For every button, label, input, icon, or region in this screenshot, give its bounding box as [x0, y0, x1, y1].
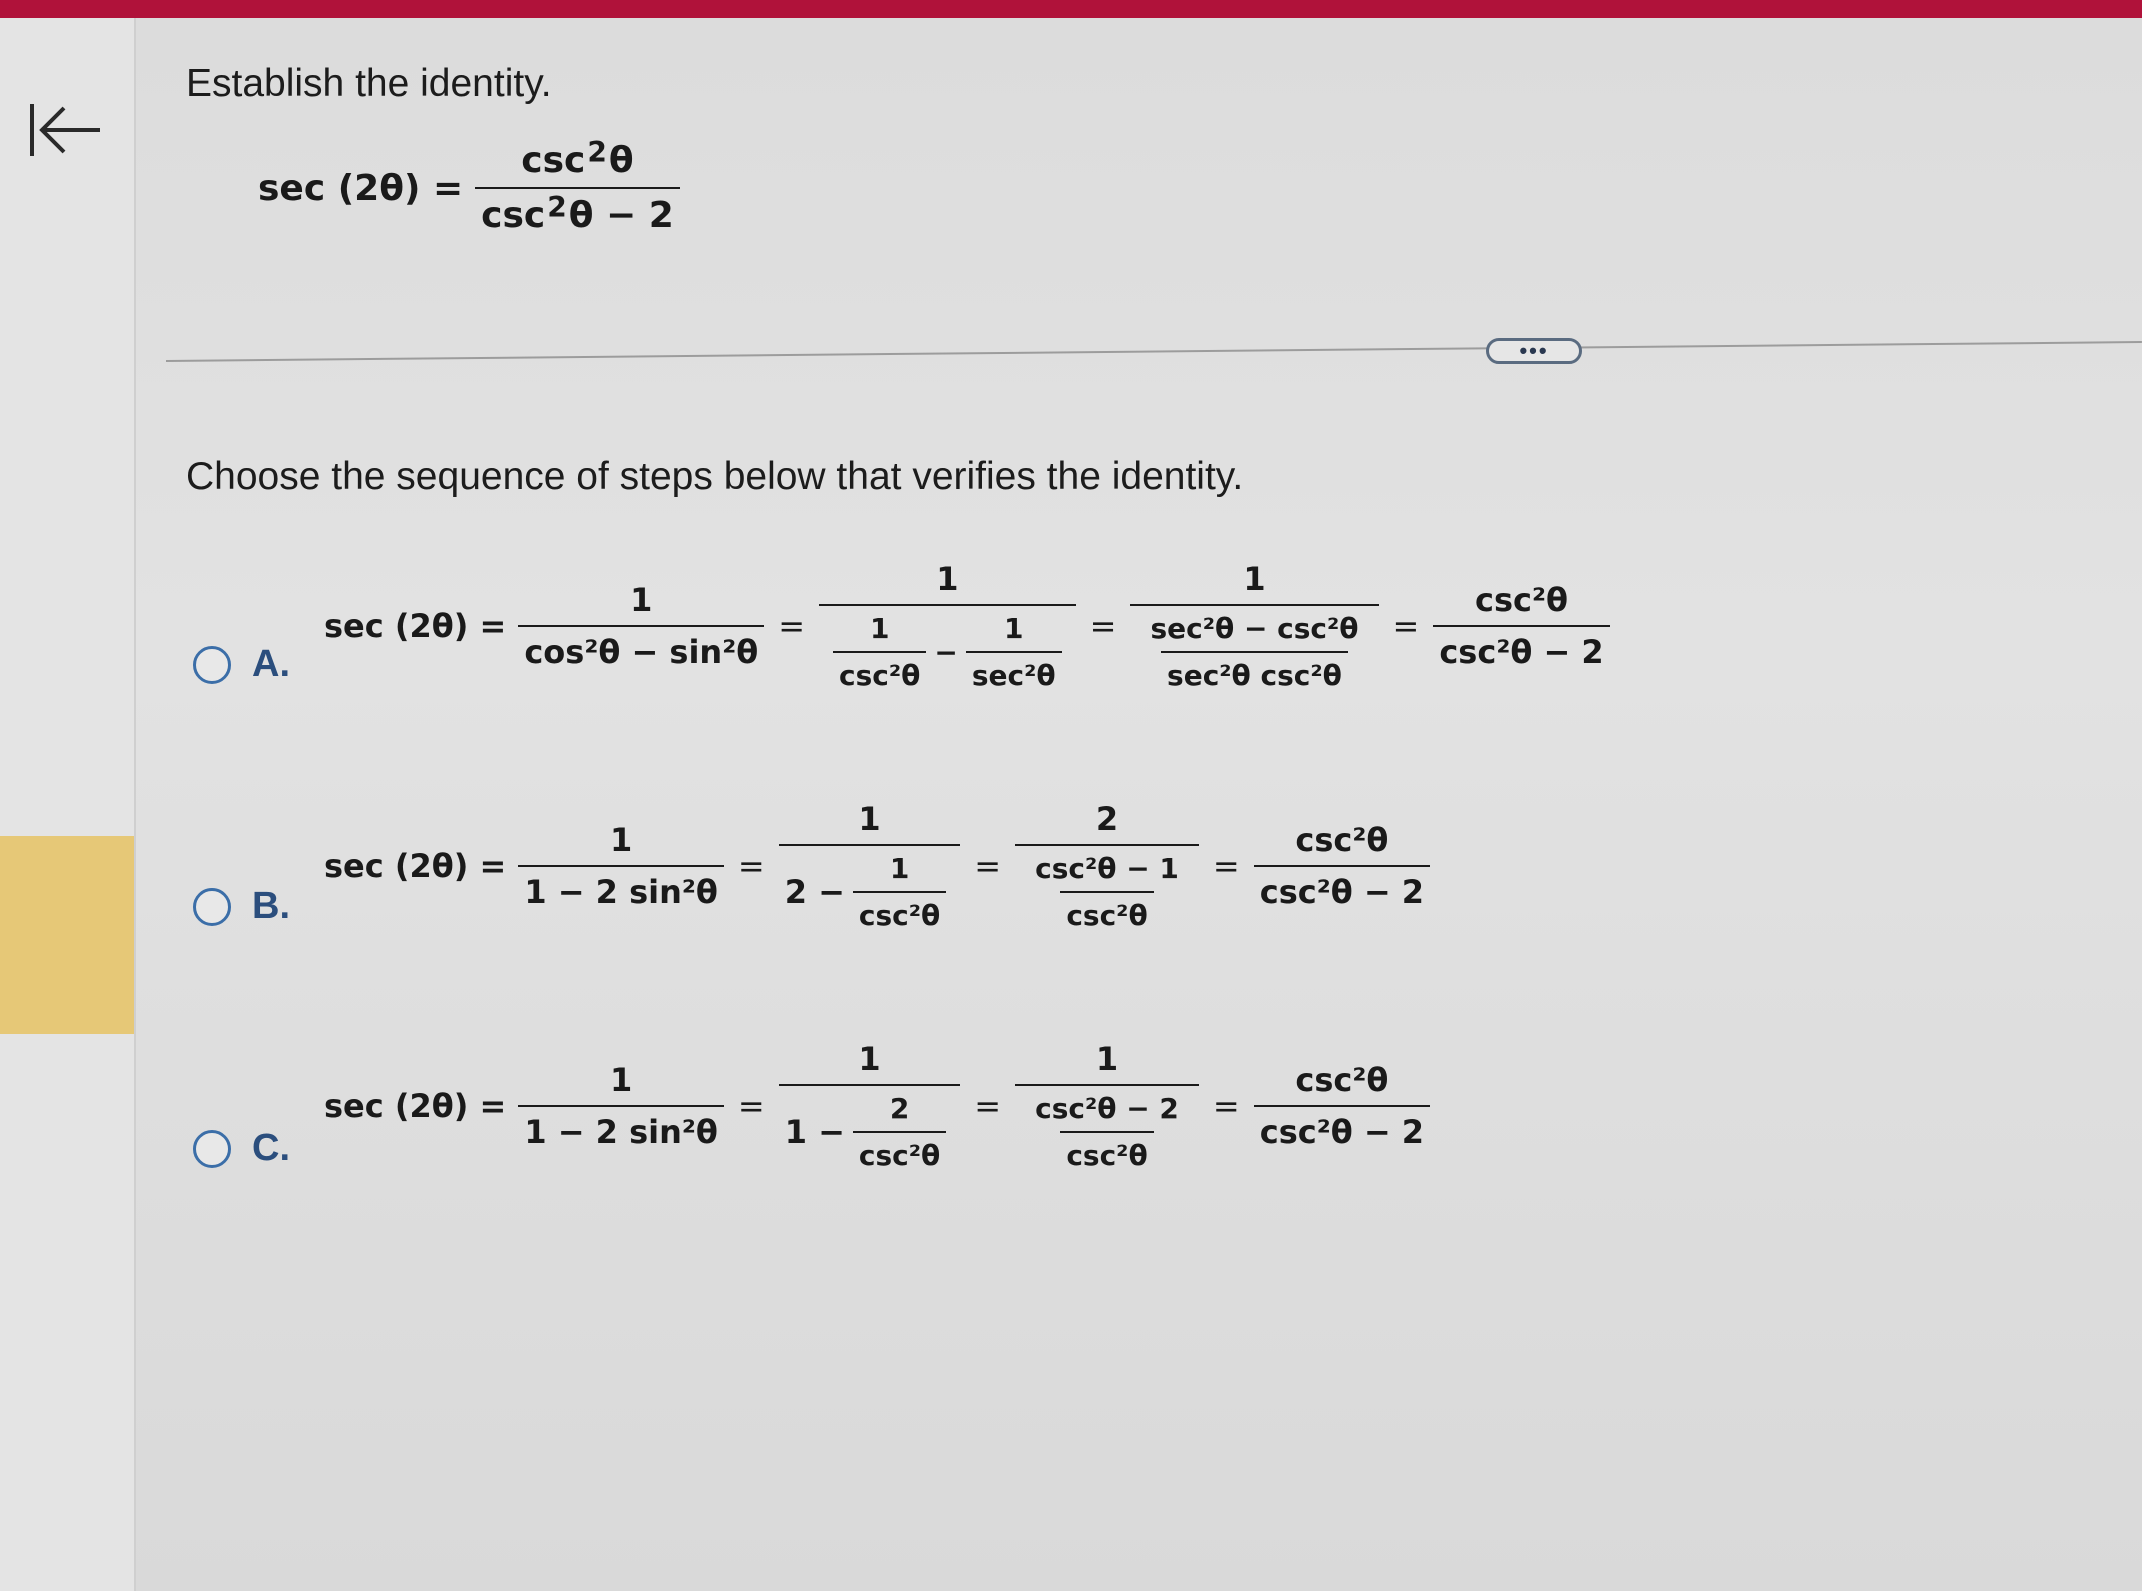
fraction-numerator: 1 — [858, 800, 881, 838]
option-a-step1 — [518, 581, 764, 671]
more-button[interactable]: ••• — [1486, 338, 1582, 364]
fraction-numerator: csc²θ — [1295, 1061, 1389, 1099]
option-b-label: B. — [252, 885, 290, 927]
fraction-denominator: $\frac{1}{\text{csc²θ}}$ − $\frac{1}{\text{sec²θ}}$ — [819, 604, 1076, 692]
equals-sign: = — [737, 1087, 765, 1125]
identity-lhs: sec (2θ) = — [258, 167, 464, 209]
option-c-label: C. — [252, 1127, 290, 1169]
identity-denominator: $\csc^2\theta - 2$ — [475, 187, 680, 236]
fraction-numerator: csc²θ — [1475, 581, 1568, 619]
option-b-step3 — [1015, 800, 1199, 932]
fraction-denominator: sec²θ — [966, 651, 1062, 692]
fraction-numerator: csc²θ − 2 — [1035, 1092, 1179, 1125]
fraction-numerator: 1 — [609, 1061, 633, 1099]
fraction-numerator: 2 — [889, 1092, 910, 1125]
option-a-steps — [324, 560, 1618, 692]
fraction-numerator: 2 — [1095, 800, 1119, 838]
fraction-numerator: csc²θ — [1295, 821, 1389, 859]
fraction-denominator: csc²θ — [853, 1131, 946, 1172]
fraction-denominator: csc²θ — [1060, 891, 1153, 932]
option-b-steps — [324, 800, 1438, 932]
equals-sign: = — [1212, 1087, 1240, 1125]
fraction-denominator: csc²θ — [853, 891, 946, 932]
fraction-denominator: csc²θ − 2 — [1254, 1105, 1430, 1151]
radio-option-c[interactable] — [193, 1130, 231, 1168]
fraction-denominator: csc²θ — [833, 651, 926, 692]
option-a-step4 — [1433, 581, 1609, 671]
equals-sign: = — [778, 607, 806, 645]
fraction-denominator — [1015, 1084, 1199, 1172]
fraction-denominator: 1 − 2 sin²θ — [518, 865, 724, 911]
option-c-step1 — [518, 1061, 724, 1151]
fraction-denominator: csc²θ − 2 — [1254, 865, 1430, 911]
option-a-label: A. — [252, 643, 290, 685]
equals-sign: = — [1212, 847, 1240, 885]
top-bar — [0, 0, 2142, 18]
sidebar — [0, 18, 136, 1591]
option-a-lhs: sec (2θ) = — [324, 607, 507, 645]
option-c-step3 — [1015, 1040, 1199, 1172]
fraction-denominator — [1130, 604, 1378, 692]
option-a-step2 — [819, 560, 1076, 692]
radio-option-b[interactable] — [193, 888, 231, 926]
option-b-step1 — [518, 821, 724, 911]
fraction-numerator: 1 — [858, 1040, 881, 1078]
collapse-left-icon[interactable] — [28, 100, 104, 160]
sidebar-highlight — [0, 836, 134, 1034]
option-a-step3 — [1130, 560, 1378, 692]
fraction-numerator: 1 — [936, 560, 959, 598]
fraction-denominator — [779, 1084, 961, 1172]
identity-equation — [258, 136, 688, 236]
fraction-denominator: 1 − 2 sin²θ — [518, 1105, 724, 1151]
fraction-numerator: csc²θ − 1 — [1035, 852, 1179, 885]
option-c-step2 — [779, 1040, 961, 1172]
fraction-numerator: 1 — [1004, 612, 1024, 645]
option-b-step2 — [779, 800, 961, 932]
equals-sign: = — [1089, 607, 1117, 645]
fraction-numerator: 1 — [869, 612, 890, 645]
fraction-numerator: 1 — [1243, 560, 1266, 598]
question-prompt: Choose the sequence of steps below that verifies the identity. — [186, 455, 1244, 498]
fraction-numerator: sec²θ − csc²θ — [1150, 612, 1359, 645]
fraction-denominator: csc²θ − 2 — [1433, 625, 1609, 671]
fraction-numerator: 1 — [609, 821, 633, 859]
equals-sign: = — [1392, 607, 1420, 645]
option-c-step4 — [1254, 1061, 1430, 1151]
fraction-numerator: 1 — [630, 581, 653, 619]
identity-numerator: $\csc^2\theta$ — [521, 136, 634, 181]
identity-fraction — [475, 136, 680, 236]
denominator-whole: 1 − — [784, 1113, 845, 1151]
option-c-steps — [324, 1040, 1438, 1172]
option-b-lhs: sec (2θ) = — [324, 847, 507, 885]
denominator-whole: 2 − — [784, 873, 845, 911]
question-heading: Establish the identity. — [186, 62, 552, 105]
radio-option-a[interactable] — [193, 646, 231, 684]
equals-sign: = — [974, 1087, 1002, 1125]
option-c-lhs: sec (2θ) = — [324, 1087, 507, 1125]
equals-sign: = — [737, 847, 765, 885]
fraction-numerator: 1 — [889, 852, 910, 885]
fraction-numerator: 1 — [1095, 1040, 1119, 1078]
fraction-denominator — [1015, 844, 1199, 932]
fraction-denominator — [779, 844, 961, 932]
fraction-denominator: csc²θ — [1060, 1131, 1153, 1172]
option-b-step4 — [1254, 821, 1430, 911]
fraction-denominator: sec²θ csc²θ — [1161, 651, 1348, 692]
equals-sign: = — [974, 847, 1002, 885]
fraction-denominator: cos²θ − sin²θ — [518, 625, 764, 671]
